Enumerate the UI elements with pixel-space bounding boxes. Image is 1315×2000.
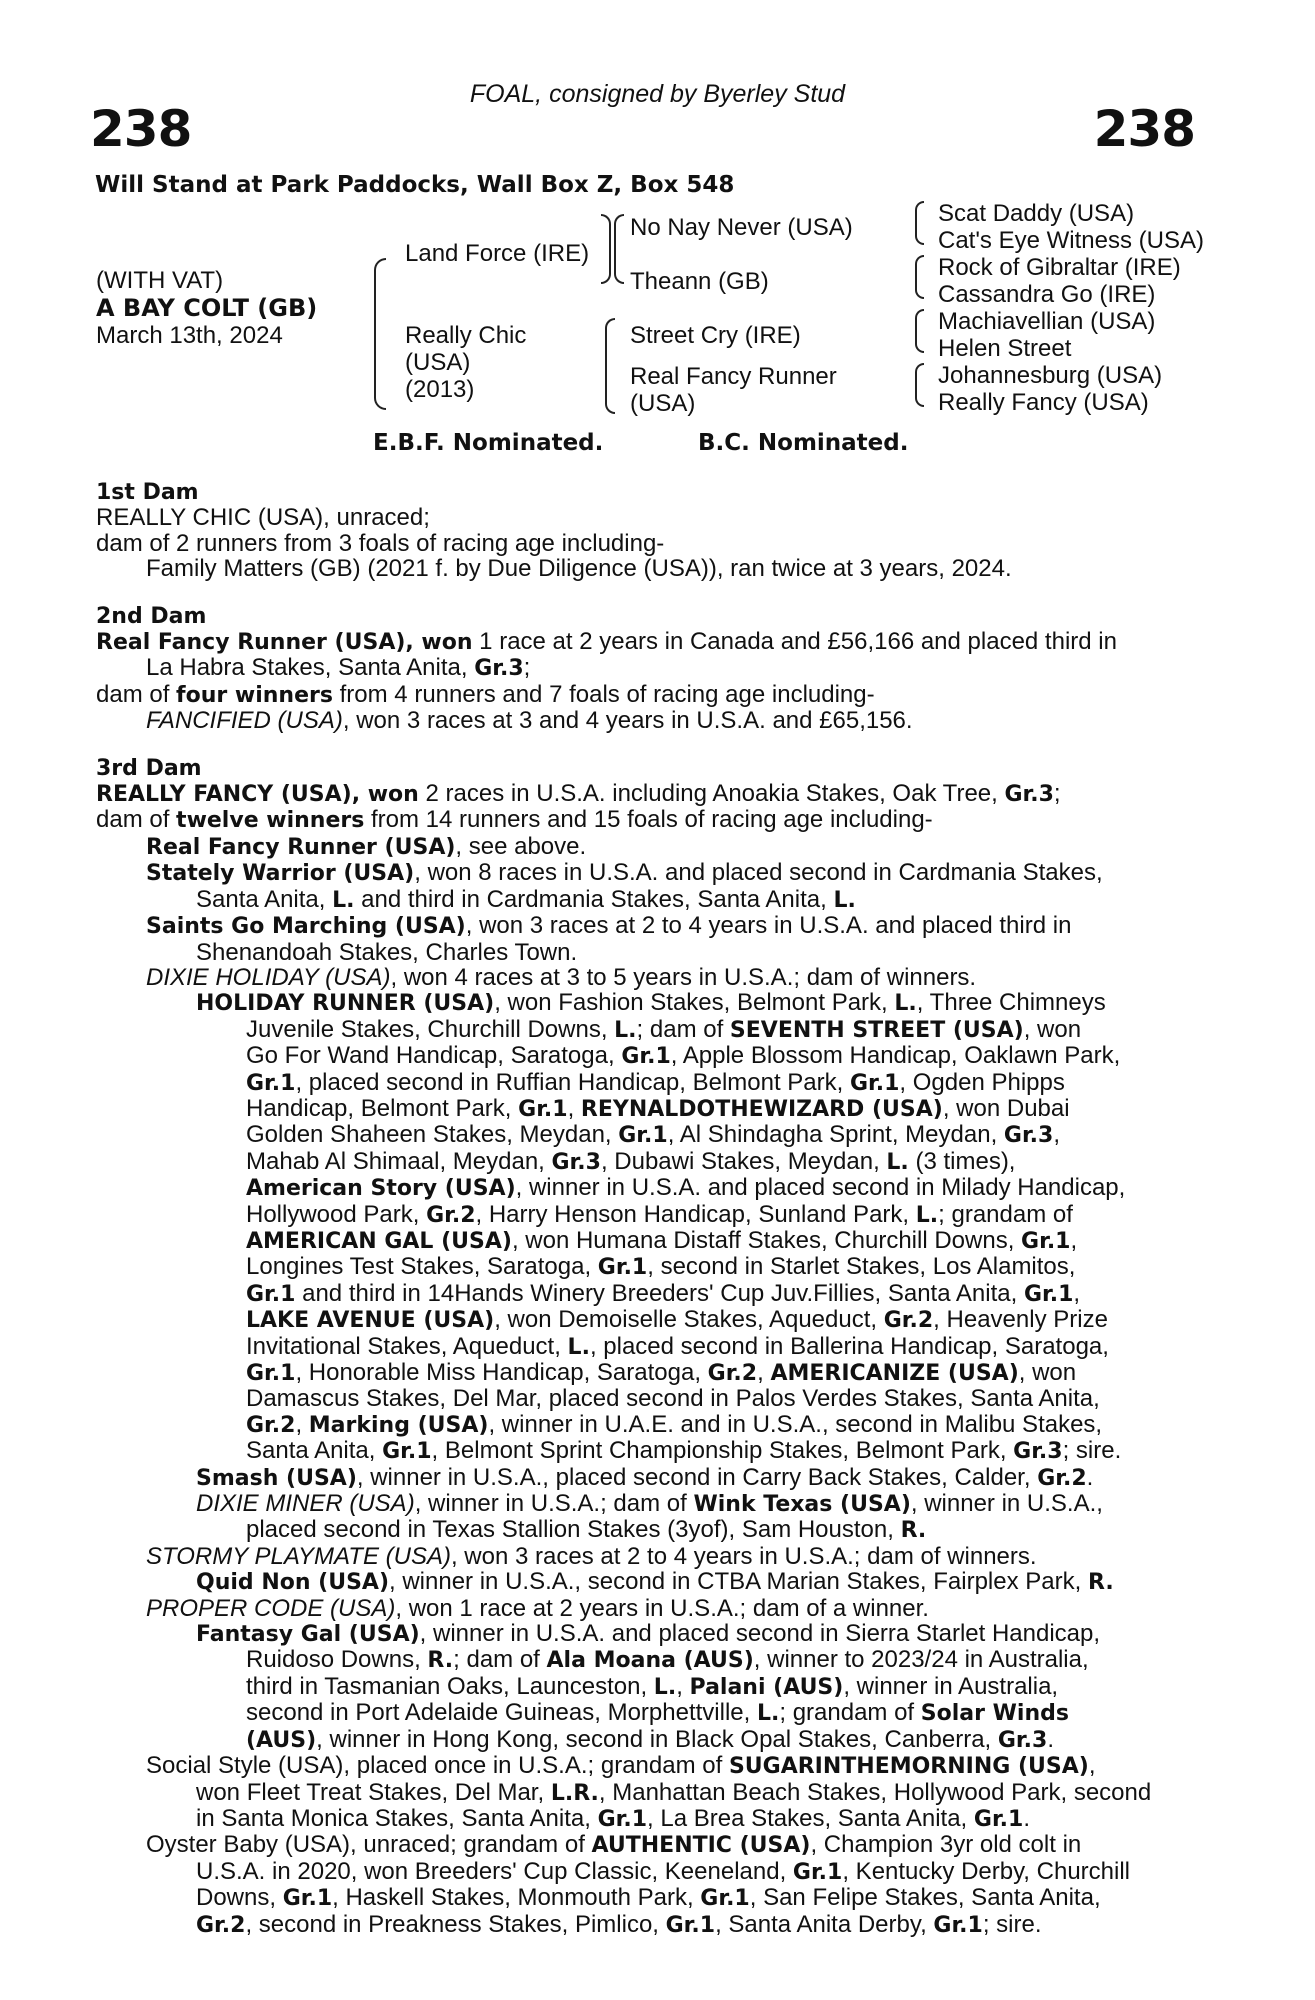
record-line	[96, 887, 1196, 913]
plain-text: ;	[523, 654, 531, 682]
record-line	[96, 1569, 1196, 1595]
plain-text: , second in Preakness Stakes, Pimlico,	[245, 1910, 666, 1938]
plain-text: , won 8 races in U.S.A. and placed second in Cardmania Stakes,	[414, 859, 1103, 887]
bold-text: Stately Warrior (USA)	[146, 861, 415, 887]
record-line	[96, 965, 1196, 990]
bold-text: Gr.1	[246, 1070, 296, 1096]
record-line	[96, 1700, 1196, 1726]
bold-text: Real Fancy Runner (USA), won	[96, 630, 473, 656]
record-line	[96, 1806, 1196, 1832]
record-line	[96, 1281, 1196, 1307]
bold-text: Gr.3	[474, 656, 524, 682]
bold-text: L.	[614, 1017, 637, 1043]
bold-text: Gr.1	[621, 1044, 671, 1070]
plain-text: , placed second in Ballerina Handicap, Saratoga,	[589, 1332, 1109, 1360]
record-line	[96, 1885, 1196, 1911]
record-line	[96, 1175, 1196, 1201]
record-line	[96, 505, 1196, 530]
pedigree-dam-sire: Street Cry (IRE)	[630, 322, 801, 349]
bold-text: Smash (USA)	[196, 1465, 357, 1491]
pedigree-dam-dam-name: Real Fancy Runner	[630, 363, 837, 390]
bold-text: HOLIDAY RUNNER (USA)	[196, 991, 495, 1017]
plain-text: and third in 14Hands Winery Breeders' Cup Juv.Fillies, Santa Anita,	[295, 1279, 1024, 1307]
record-line	[96, 1438, 1196, 1464]
plain-text: Santa Anita,	[196, 885, 333, 913]
bold-text: twelve winners	[176, 808, 365, 834]
pedigree-brace-g2	[915, 255, 924, 299]
bold-text: Quid Non (USA)	[196, 1570, 390, 1596]
plain-text: , winner in U.A.E. and in U.S.A., second in Malibu Stakes,	[488, 1410, 1103, 1438]
plain-text: .	[1023, 1804, 1030, 1832]
plain-text: , winner in Hong Kong, second in Black Opal Stakes, Canberra,	[316, 1725, 998, 1753]
record-line	[96, 1621, 1196, 1647]
plain-text: Family Matters (GB) (2021 f. by Due Diligence (USA)), ran twice at 3 years, 2024.	[146, 555, 1012, 583]
record-line	[96, 781, 1196, 807]
bold-text: Gr.1	[665, 1912, 716, 1938]
record-line	[96, 629, 1196, 655]
bold-text: Solar Winds	[920, 1701, 1069, 1727]
pedigree-g3-6: Helen Street	[938, 335, 1072, 362]
bold-text: Palani (AUS)	[689, 1674, 844, 1700]
record-line	[96, 1360, 1196, 1386]
plain-text: ,	[757, 1359, 771, 1386]
record-line	[96, 1780, 1196, 1806]
bold-text: R.	[900, 1518, 927, 1544]
plain-text: (3 times),	[908, 1147, 1016, 1175]
pedigree-g3-2: Cat's Eye Witness (USA)	[938, 227, 1204, 254]
produce-record	[96, 480, 1196, 1938]
plain-text: , won 3 races at 2 to 4 years in U.S.A.; dam of winners.	[450, 1542, 1037, 1570]
plain-text: and third in Cardmania Stakes, Santa Anita,	[354, 885, 834, 913]
plain-text: second in Port Adelaide Guineas, Morphettville,	[246, 1699, 757, 1727]
pedigree-brace-g1	[915, 201, 924, 245]
record-line	[96, 1859, 1196, 1885]
pedigree-brace-dam-parents	[605, 318, 615, 414]
bold-text: L.	[756, 1701, 780, 1727]
italic-text: STORMY PLAYMATE (USA)	[146, 1542, 451, 1570]
pedigree-dam-name: Really Chic	[405, 322, 527, 349]
plain-text: ;	[1053, 780, 1061, 808]
plain-text: Golden Shaheen Stakes, Meydan,	[246, 1121, 619, 1149]
plain-text: , won	[1023, 1015, 1082, 1043]
italic-text: DIXIE MINER (USA)	[196, 1490, 415, 1518]
record-line	[96, 1674, 1196, 1700]
pedigree-sire-sire: No Nay Never (USA)	[630, 214, 853, 241]
plain-text: , Belmont Sprint Championship Stakes, Belmont Park,	[431, 1437, 1014, 1465]
plain-text: , won	[1018, 1359, 1077, 1386]
pedigree-g3-3: Rock of Gibraltar (IRE)	[938, 254, 1181, 281]
bold-text: AUTHENTIC (USA)	[591, 1833, 811, 1859]
plain-text: dam of	[96, 806, 177, 834]
plain-text: 2 races in U.S.A. including Anoakia Stakes, Oak Tree,	[418, 780, 1005, 808]
pedigree-sire: Land Force (IRE)	[405, 240, 590, 267]
bold-text: (AUS)	[246, 1727, 317, 1753]
plain-text: from 4 runners and 7 foals of racing age including-	[332, 680, 875, 708]
plain-text: Shenandoah Stakes, Charles Town.	[196, 938, 578, 966]
bold-text: REALLY FANCY (USA), won	[96, 782, 419, 808]
plain-text: , won 3 races at 2 to 4 years in U.S.A. and placed third in	[465, 912, 1072, 940]
lot-number-left: 238	[90, 100, 192, 158]
bold-text: SEVENTH STREET (USA)	[729, 1017, 1024, 1043]
plain-text: ; dam of	[636, 1015, 730, 1043]
bold-text: Gr.2	[426, 1202, 476, 1228]
record-line	[96, 1070, 1196, 1096]
plain-text: , Heavenly Prize	[933, 1306, 1108, 1334]
consignor-line: FOAL, consigned by Byerley Stud	[469, 80, 846, 108]
bold-text: Real Fancy Runner (USA)	[146, 834, 456, 860]
bold-text: Gr.2	[883, 1308, 934, 1334]
plain-text: REALLY CHIC (USA), unraced;	[96, 504, 430, 532]
section-gap	[96, 734, 1196, 746]
bold-text: L.	[653, 1674, 677, 1700]
record-line	[96, 1596, 1196, 1621]
plain-text: ; sire.	[1062, 1437, 1122, 1465]
plain-text: ,	[1088, 1752, 1096, 1780]
bold-text: Gr.1	[849, 1070, 900, 1096]
pedigree-g3-1: Scat Daddy (USA)	[938, 200, 1135, 227]
plain-text: , Kentucky Derby, Churchill	[842, 1857, 1131, 1885]
bold-text: Wink Texas (USA)	[693, 1492, 911, 1518]
section-heading: 3rd Dam	[96, 755, 202, 781]
record-line	[96, 1753, 1196, 1779]
vat-label: (WITH VAT)	[96, 267, 224, 294]
bold-text: four winners	[176, 682, 333, 708]
record-line	[96, 834, 1196, 860]
record-line	[96, 1334, 1196, 1360]
bold-text: Gr.1	[518, 1096, 568, 1122]
bold-text: Gr.3	[1013, 1439, 1063, 1465]
bold-text: Gr.1	[1021, 1228, 1071, 1254]
record-line	[96, 860, 1196, 886]
plain-text: Santa Anita,	[246, 1437, 383, 1465]
record-line	[96, 655, 1196, 681]
plain-text: , won 4 races at 3 to 5 years in U.S.A.; dam of winners.	[390, 963, 977, 991]
pedigree-brace-main	[374, 258, 386, 410]
italic-text: DIXIE HOLIDAY (USA)	[146, 963, 391, 991]
bold-text: Gr.3	[997, 1727, 1048, 1753]
bold-text: R.	[427, 1648, 454, 1674]
record-line	[96, 1017, 1196, 1043]
bold-text: L.	[833, 887, 856, 913]
italic-text: FANCIFIED (USA)	[146, 707, 343, 735]
plain-text: , Champion 3yr old colt in	[810, 1831, 1082, 1859]
bold-text: Ala Moana (AUS)	[546, 1648, 754, 1674]
plain-text: ,	[1073, 1279, 1081, 1307]
pedigree-dam-year: (2013)	[405, 376, 475, 403]
plain-text: , winner to 2023/24 in Australia,	[753, 1646, 1089, 1674]
plain-text: Longines Test Stakes, Saratoga,	[246, 1253, 598, 1281]
plain-text: , winner in U.S.A., placed second in Carry Back Stakes, Calder,	[356, 1463, 1038, 1491]
plain-text: Downs,	[196, 1884, 283, 1912]
bold-text: American Story (USA)	[246, 1176, 516, 1202]
bold-text: L.	[894, 991, 917, 1017]
record-line	[96, 1647, 1196, 1673]
plain-text: 1 race at 2 years in Canada and £56,166 and placed third in	[472, 628, 1117, 656]
plain-text: ,	[567, 1094, 581, 1122]
bold-text: L.	[915, 1202, 939, 1228]
section-heading: 1st Dam	[96, 480, 199, 505]
plain-text: ; grandam of	[779, 1699, 921, 1727]
plain-text: ; dam of	[453, 1646, 547, 1674]
plain-text: , winner in U.S.A. and placed second in Sierra Starlet Handicap,	[419, 1620, 1101, 1648]
plain-text: Mahab Al Shimaal, Meydan,	[246, 1147, 552, 1175]
bold-text: Gr.1	[282, 1886, 333, 1912]
pedigree-g3-7: Johannesburg (USA)	[938, 362, 1163, 389]
record-line	[96, 990, 1196, 1016]
bold-text: Gr.1	[246, 1361, 296, 1386]
plain-text: Hollywood Park,	[246, 1200, 427, 1228]
plain-text: .	[1047, 1725, 1054, 1753]
record-line	[96, 1254, 1196, 1280]
lot-number-right: 238	[1093, 100, 1195, 158]
plain-text: Invitational Stakes, Aqueduct,	[246, 1332, 568, 1360]
plain-text: Social Style (USA), placed once in U.S.A.; grandam of	[146, 1752, 729, 1780]
bold-text: Gr.3	[1003, 1123, 1054, 1149]
bold-text: L.R.	[550, 1780, 599, 1806]
plain-text: , Dubawi Stakes, Meydan,	[600, 1147, 887, 1175]
plain-text: , San Felipe Stakes, Santa Anita,	[749, 1884, 1101, 1912]
pedigree-brace-sire	[601, 214, 611, 284]
plain-text: U.S.A. in 2020, won Breeders' Cup Classic, Keeneland,	[196, 1857, 793, 1885]
plain-text: Juvenile Stakes, Churchill Downs,	[246, 1015, 615, 1043]
record-line	[96, 913, 1196, 939]
bc-nomination: B.C. Nominated.	[698, 430, 909, 456]
plain-text: , Haskell Stakes, Monmouth Park,	[332, 1884, 701, 1912]
bold-text: AMERICAN GAL (USA)	[246, 1228, 512, 1254]
plain-text: Go For Wand Handicap, Saratoga,	[246, 1042, 622, 1070]
bold-text: Gr.3	[1004, 782, 1054, 808]
bold-text: AMERICANIZE (USA)	[770, 1361, 1019, 1386]
record-line	[96, 556, 1196, 581]
pedigree-sire-dam: Theann (GB)	[630, 268, 769, 295]
plain-text: from 14 runners and 15 foals of racing age including-	[364, 806, 933, 834]
bold-text: SUGARINTHEMORNING (USA)	[728, 1754, 1089, 1780]
record-line	[96, 531, 1196, 556]
record-line	[96, 1727, 1196, 1753]
plain-text: , won 3 races at 3 and 4 years in U.S.A. and £65,156.	[342, 707, 913, 735]
pedigree-brace-g3	[915, 309, 924, 353]
record-line	[96, 708, 1196, 733]
plain-text: , Al Shindagha Sprint, Meydan,	[667, 1121, 1004, 1149]
record-line	[96, 1149, 1196, 1175]
bold-text: Gr.1	[792, 1859, 843, 1885]
plain-text: , Manhattan Beach Stakes, Hollywood Park, second	[598, 1778, 1152, 1806]
plain-text: , winner in U.S.A.,	[910, 1490, 1103, 1518]
plain-text: , winner in Australia,	[843, 1672, 1059, 1700]
plain-text: dam of 2 runners from 3 foals of racing age including-	[96, 529, 665, 557]
bold-text: Gr.3	[551, 1149, 601, 1175]
plain-text: Damascus Stakes, Del Mar, placed second in Palos Verdes Stakes, Santa Anita,	[246, 1385, 1100, 1413]
record-line	[96, 940, 1196, 965]
stand-location: Will Stand at Park Paddocks, Wall Box Z, Box 548	[95, 172, 735, 198]
plain-text: , Apple Blossom Handicap, Oaklawn Park,	[670, 1042, 1121, 1070]
bold-text: LAKE AVENUE (USA)	[246, 1308, 495, 1334]
record-line	[96, 1517, 1196, 1543]
plain-text: , Harry Henson Handicap, Sunland Park,	[475, 1200, 916, 1228]
plain-text: , winner in U.S.A.; dam of	[414, 1490, 694, 1518]
pedigree-g3-4: Cassandra Go (IRE)	[938, 281, 1156, 308]
bold-text: L.	[886, 1149, 909, 1175]
record-line	[96, 1465, 1196, 1491]
plain-text: in Santa Monica Stakes, Santa Anita,	[196, 1804, 598, 1832]
pedigree-brace-g4	[915, 363, 924, 407]
bold-text: L.	[567, 1334, 590, 1360]
plain-text: Oyster Baby (USA), unraced; grandam of	[146, 1831, 592, 1859]
bold-text: Gr.2	[246, 1412, 296, 1438]
plain-text: , Three Chimneys	[916, 989, 1106, 1017]
record-line	[96, 1544, 1196, 1569]
bold-text: Gr.1	[700, 1886, 750, 1912]
section-gap	[96, 582, 1196, 594]
record-line	[96, 1386, 1196, 1411]
plain-text: third in Tasmanian Oaks, Launceston,	[246, 1672, 654, 1700]
plain-text: placed second in Texas Stallion Stakes (3yof), Sam Houston,	[246, 1516, 901, 1544]
record-line	[96, 1122, 1196, 1148]
bold-text: Gr.2	[1037, 1465, 1087, 1491]
plain-text: ; sire.	[982, 1910, 1042, 1938]
bold-text: REYNALDOTHEWIZARD (USA)	[580, 1096, 943, 1122]
horse-dob: March 13th, 2024	[96, 322, 283, 349]
bold-text: Gr.1	[597, 1255, 648, 1281]
plain-text: .	[1086, 1463, 1094, 1491]
record-line	[96, 807, 1196, 833]
bold-text: Gr.2	[707, 1361, 758, 1386]
record-line	[96, 1491, 1196, 1517]
bold-text: Gr.1	[1023, 1281, 1074, 1307]
record-line	[96, 1228, 1196, 1254]
ebf-nomination: E.B.F. Nominated.	[373, 430, 604, 456]
horse-name: A BAY COLT (GB)	[96, 294, 318, 322]
bold-text: Gr.1	[933, 1912, 983, 1938]
plain-text: , see above.	[455, 832, 587, 860]
plain-text: ,	[1053, 1121, 1061, 1149]
bold-text: Gr.1	[618, 1123, 668, 1149]
bold-text: Gr.2	[196, 1912, 246, 1938]
bold-text: Gr.1	[382, 1439, 432, 1465]
plain-text: won Fleet Treat Stakes, Del Mar,	[196, 1778, 551, 1806]
record-line	[96, 1832, 1196, 1858]
plain-text: , winner in U.S.A. and placed second in Milady Handicap,	[515, 1174, 1126, 1202]
bold-text: Gr.1	[246, 1281, 296, 1307]
record-line	[96, 1202, 1196, 1228]
plain-text: Handicap, Belmont Park,	[246, 1094, 519, 1122]
plain-text: ; grandam of	[938, 1200, 1073, 1228]
record-line	[96, 1096, 1196, 1122]
plain-text: dam of	[96, 680, 177, 708]
plain-text: , Ogden Phipps	[899, 1068, 1065, 1096]
plain-text: ,	[1070, 1226, 1078, 1254]
pedigree-dam-dam-country: (USA)	[630, 390, 696, 417]
plain-text: , won Demoiselle Stakes, Aqueduct,	[494, 1306, 884, 1334]
plain-text: Ruidoso Downs,	[246, 1646, 428, 1674]
pedigree-g3-5: Machiavellian (USA)	[938, 308, 1156, 335]
section-heading: 2nd Dam	[96, 603, 207, 629]
bold-text: Gr.1	[597, 1806, 648, 1832]
plain-text: , won Dubai	[942, 1094, 1070, 1122]
bold-text: R.	[1087, 1570, 1114, 1596]
record-line	[96, 1912, 1196, 1938]
bold-text: Saints Go Marching (USA)	[146, 914, 466, 940]
pedigree-dam-country: (USA)	[405, 349, 471, 376]
plain-text: , won Fashion Stakes, Belmont Park,	[494, 989, 895, 1017]
bold-text: Fantasy Gal (USA)	[196, 1622, 420, 1648]
record-line	[96, 1043, 1196, 1069]
plain-text: , winner in U.S.A., second in CTBA Marian Stakes, Fairplex Park,	[389, 1568, 1088, 1596]
plain-text: , Honorable Miss Handicap, Saratoga,	[295, 1359, 708, 1386]
pedigree-brace-sire-parents	[614, 214, 624, 284]
plain-text: ,	[676, 1672, 690, 1700]
plain-text: , Santa Anita Derby,	[715, 1910, 934, 1938]
record-line	[96, 1307, 1196, 1333]
bold-text: Marking (USA)	[308, 1412, 489, 1438]
bold-text: Gr.1	[973, 1806, 1024, 1832]
record-line	[96, 1412, 1196, 1438]
plain-text: , second in Starlet Stakes, Los Alamitos,	[647, 1253, 1076, 1281]
plain-text: , won Humana Distaff Stakes, Churchill Downs,	[511, 1226, 1022, 1254]
plain-text: La Habra Stakes, Santa Anita,	[146, 654, 475, 682]
plain-text: , placed second in Ruffian Handicap, Belmont Park,	[295, 1068, 850, 1096]
pedigree-g3-8: Really Fancy (USA)	[938, 389, 1149, 416]
plain-text: , La Brea Stakes, Santa Anita,	[647, 1804, 974, 1832]
italic-text: PROPER CODE (USA)	[146, 1594, 396, 1622]
record-line	[96, 682, 1196, 708]
bold-text: L.	[332, 887, 355, 913]
plain-text: , won 1 race at 2 years in U.S.A.; dam of a winner.	[395, 1594, 929, 1622]
plain-text: ,	[295, 1410, 309, 1438]
